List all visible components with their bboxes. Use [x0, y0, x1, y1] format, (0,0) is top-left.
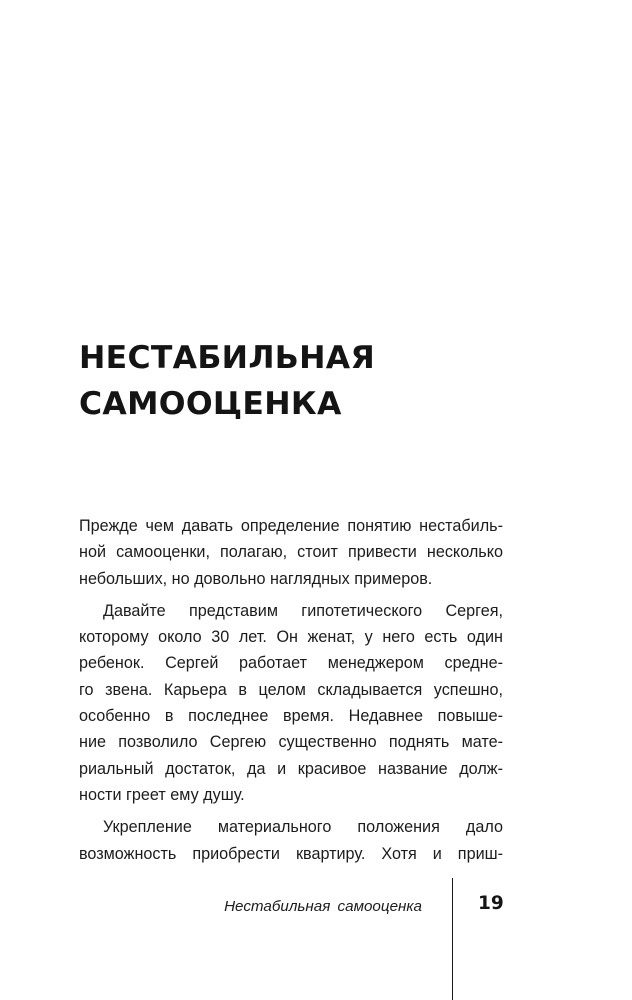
chapter-title-line: САМООЦЕНКА	[79, 386, 342, 422]
body-text	[79, 513, 503, 867]
text-line: риальный достаток, да и красивое название долж-	[79, 759, 503, 778]
paragraph-3	[79, 814, 503, 867]
chapter-title	[79, 335, 559, 427]
running-title: Нестабильная самооценка	[224, 898, 422, 915]
text-line: Давайте представим гипотетического Сергея,	[103, 601, 503, 620]
text-line: Прежде чем давать определение понятию нестабиль-	[79, 517, 503, 535]
text-line: го звена. Карьера в целом складывается успешно,	[79, 680, 503, 699]
text-line: ности греет ему душу.	[79, 785, 245, 804]
text-line: Укрепление материального положения дало	[103, 818, 503, 837]
text-line: возможность приобрести квартиру. Хотя и приш-	[79, 844, 503, 863]
paragraph-2	[79, 598, 503, 808]
paragraph-1	[79, 513, 503, 592]
text-line: ние позволило Сергею существенно поднять мате-	[79, 733, 503, 752]
text-line: особенно в последнее время. Недавнее повыше-	[79, 707, 503, 726]
text-line: небольших, но довольно наглядных примеров.	[79, 569, 433, 588]
text-line: ребенок. Сергей работает менеджером средне-	[79, 654, 503, 673]
text-line: ной самооценки, полагаю, стоит привести несколько	[79, 543, 503, 562]
chapter-title-line: НЕСТАБИЛЬНАЯ	[79, 340, 376, 376]
page-number: 19	[478, 893, 504, 914]
text-line: которому около 30 лет. Он женат, у него есть один	[79, 628, 503, 647]
footer-divider	[452, 878, 453, 1000]
